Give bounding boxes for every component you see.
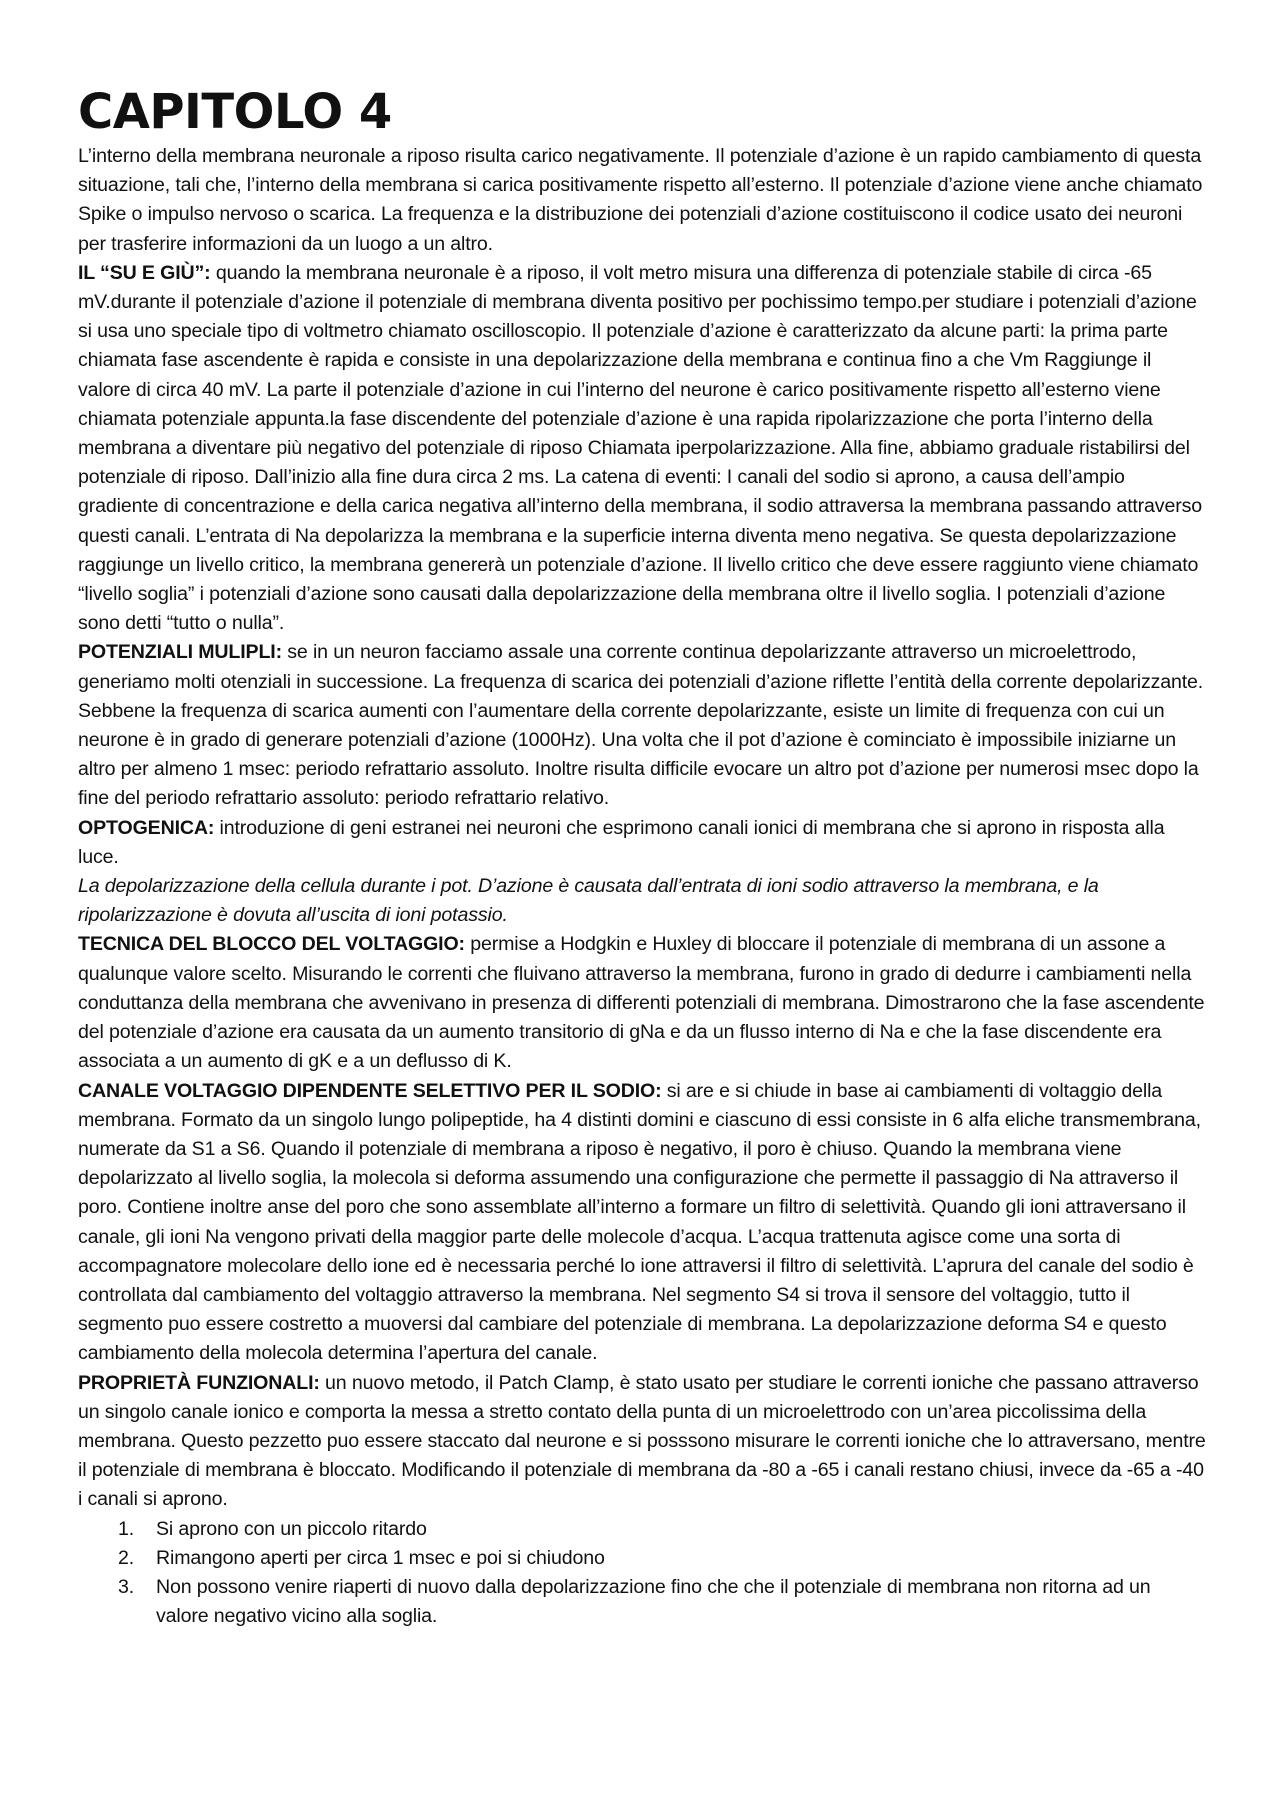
chapter-title: CAPITOLO 4 (78, 84, 392, 140)
potenziali-multipli-text: se in un neuron facciamo assale una corrente continua depolarizzante attraverso un microelettrodo, generiamo molti otenziali in successione. La frequenza di scarica dei potenziali d’azione riflette l’entità della corrente depolarizzante. Sebbene la frequenza di scarica aumenti con l’aumentare della corrente depolarizzante, esiste un limite di frequenza con cui un neurone è in grado di generare potenziali d’azione (1000Hz). Una volta che il pot d’azione è cominciato è impossibile iniziarne un altro per almeno 1 msec: periodo refrattario assoluto. Inoltre risulta difficile evocare un altro pot d’azione per numerosi msec dopo la fine del periodo refrattario assoluto: periodo refrattario relativo. (78, 641, 1204, 810)
list-item-number: 1. (118, 1517, 135, 1540)
document-page (78, 84, 1206, 1631)
proprieta-funzionali-text: un nuovo metodo, il Patch Clamp, è stato usato per studiare le correnti ioniche che passano attraverso un singolo canale ionico e comporta la messa a stretto contato della punta di un microelettrodo con un’area piccolissima della membrana. Questo pezzetto puo essere staccato dal neurone e si posssono misurare le correnti ioniche che lo attraversano, mentre il potenziale di membrana è bloccato. Modificando il potenziale di membrana da -80 a -65 i canali restano chiusi, invece da -65 a -40 i canali si aprono. (78, 1371, 1206, 1511)
proprieta-funzionali-paragraph (78, 1369, 1206, 1515)
list-item-number: 3. (118, 1575, 135, 1598)
blocco-voltaggio-paragraph (78, 930, 1206, 1076)
canale-sodio-label: CANALE VOLTAGGIO DIPENDENTE SELETTIVO PER IL SODIO: (78, 1079, 662, 1102)
list-item-text: Non possono venire riaperti di nuovo dalla depolarizzazione fino che che il potenziale di membrana non ritorna ad un valore negativo vicino alla soglia. (156, 1575, 1151, 1628)
list-item (78, 1515, 1206, 1544)
list-item (78, 1573, 1206, 1631)
blocco-voltaggio-label: TECNICA DEL BLOCCO DEL VOLTAGGIO: (78, 933, 465, 956)
document-body (78, 142, 1206, 1631)
optogenica-label: OPTOGENICA: (78, 816, 215, 839)
su-e-giu-label: IL “SU E GIÙ”: (78, 261, 211, 284)
list-item-text: Rimangono aperti per circa 1 msec e poi si chiudono (156, 1546, 605, 1569)
proprieta-funzionali-label: PROPRIETÀ FUNZIONALI: (78, 1371, 320, 1394)
numbered-list (78, 1515, 1206, 1632)
canale-sodio-paragraph (78, 1077, 1206, 1369)
italic-note: La depolarizzazione della cellula durante i pot. D’azione è causata dall’entrata di ioni sodio attraverso la membrana, e la ripolarizzazione è dovuta all’uscita di ioni potassio. (78, 875, 1099, 927)
blocco-voltaggio-text: permise a Hodgkin e Huxley di bloccare il potenziale di membrana di un assone a qualunque valore scelto. Misurando le correnti che fluivano attraverso la membrana, furono in grado di dedurre i cambiamenti nella conduttanza della membrana che avvenivano in presenza di differenti potenziali di membrana. Dimostrarono che la fase ascendente del potenziale d’azione era causata da un aumento transitorio di gNa e da un flusso interno di Na e che la fase discendente era associata a un aumento di gK e a un deflusso di K. (78, 933, 1205, 1073)
potenziali-multipli-label: POTENZIALI MULIPLI: (78, 641, 282, 664)
su-e-giu-text: quando la membrana neuronale è a riposo, il volt metro misura una differenza di potenziale stabile di circa -65 mV.durante il potenziale d’azione il potenziale di membrana diventa positivo per pochissimo tempo.per studiare i potenziali d’azione si usa uno speciale tipo di voltmetro chiamato oscilloscopio. Il potenziale d’azione è caratterizzato da alcune parti: la prima parte chiamata fase ascendente è rapida e consiste in una depolarizzazione della membrana e continua fino a che Vm Raggiunge il valore di circa 40 mV. La parte il potenziale d’azione in cui l’interno del neurone è carico positivamente rispetto all’esterno viene chiamata potenziale appunta.la fase discendente del potenziale d’azione è una rapida ripolarizzazione che porta l’interno della membrana a diventare più negativo del potenziale di riposo Chiamata iperpolarizzazione. Alla fine, abbiamo graduale ristabilirsi del potenziale di riposo. Dall’inizio alla fine dura circa 2 ms. La catena di eventi: I canali del sodio si aprono, a causa dell’ampio gradiente di concentrazione e della carica negativa all’interno della membrana, il sodio attraversa la membrana passando attraverso questi canali. L’entrata di Na depolarizza la membrana e la superficie interna diventa meno negativa. Se questa depolarizzazione raggiunge un livello critico, la membrana genererà un potenziale d’azione. Il livello critico che deve essere raggiunto viene chiamato “livello soglia” i potenziali d’azione sono causati dalla depolarizzazione della membrana oltre il livello soglia. I potenziali d’azione sono detti “tutto o nulla”. (78, 261, 1202, 635)
su-e-giu-paragraph (78, 259, 1206, 639)
list-item (78, 1544, 1206, 1573)
list-item-number: 2. (118, 1546, 135, 1569)
intro-paragraph: L’interno della membrana neuronale a riposo risulta carico negativamente. Il potenziale d’azione è un rapido cambiamento di questa situazione, tali che, l’interno della membrana si carica positivamente rispetto all’esterno. Il potenziale d’azione viene anche chiamato Spike o impulso nervoso o scarica. La frequenza e la distribuzione dei potenziali d’azione costituiscono il codice usato dei neuroni per trasferire informazioni da un luogo a un altro. (78, 145, 1203, 255)
optogenica-text: introduzione di geni estranei nei neuroni che esprimono canali ionici di membrana che si aprono in risposta alla luce. (78, 816, 1165, 868)
list-item-text: Si aprono con un piccolo ritardo (156, 1517, 427, 1540)
potenziali-multipli-paragraph (78, 638, 1206, 813)
optogenica-paragraph (78, 814, 1206, 872)
canale-sodio-text: si are e si chiude in base ai cambiamenti di voltaggio della membrana. Formato da un singolo lungo polipeptide, ha 4 distinti domini e ciascuno di essi consiste in 6 alfa eliche transmembrana, numerate da S1 a S6. Quando il potenziale di membrana a riposo è negativo, il poro è chiuso. Quando la membrana viene depolarizzato al livello soglia, la molecola si deforma assumendo una configurazione che permette il passaggio di Na attraverso il poro. Contiene inoltre anse del poro che sono assemblate all’interno a formare un filtro di selettività. Quando gli ioni attraversano il canale, gli ioni Na vengono privati della maggior parte delle molecole d’acqua. L’acqua trattenuta agisce come una sorta di accompagnatore molecolare dello ione ed è necessaria perché lo ione attraversi il filtro di selettività. L’aprura del canale del sodio è controllata dal cambiamento del voltaggio attraverso la membrana. Nel segmento S4 si trova il sensore del voltaggio, tutto il segmento puo essere costretto a muoversi dal cambiare del potenziale di membrana. La depolarizzazione deforma S4 e questo cambiamento della molecola determina l’apertura del canale. (78, 1079, 1201, 1365)
